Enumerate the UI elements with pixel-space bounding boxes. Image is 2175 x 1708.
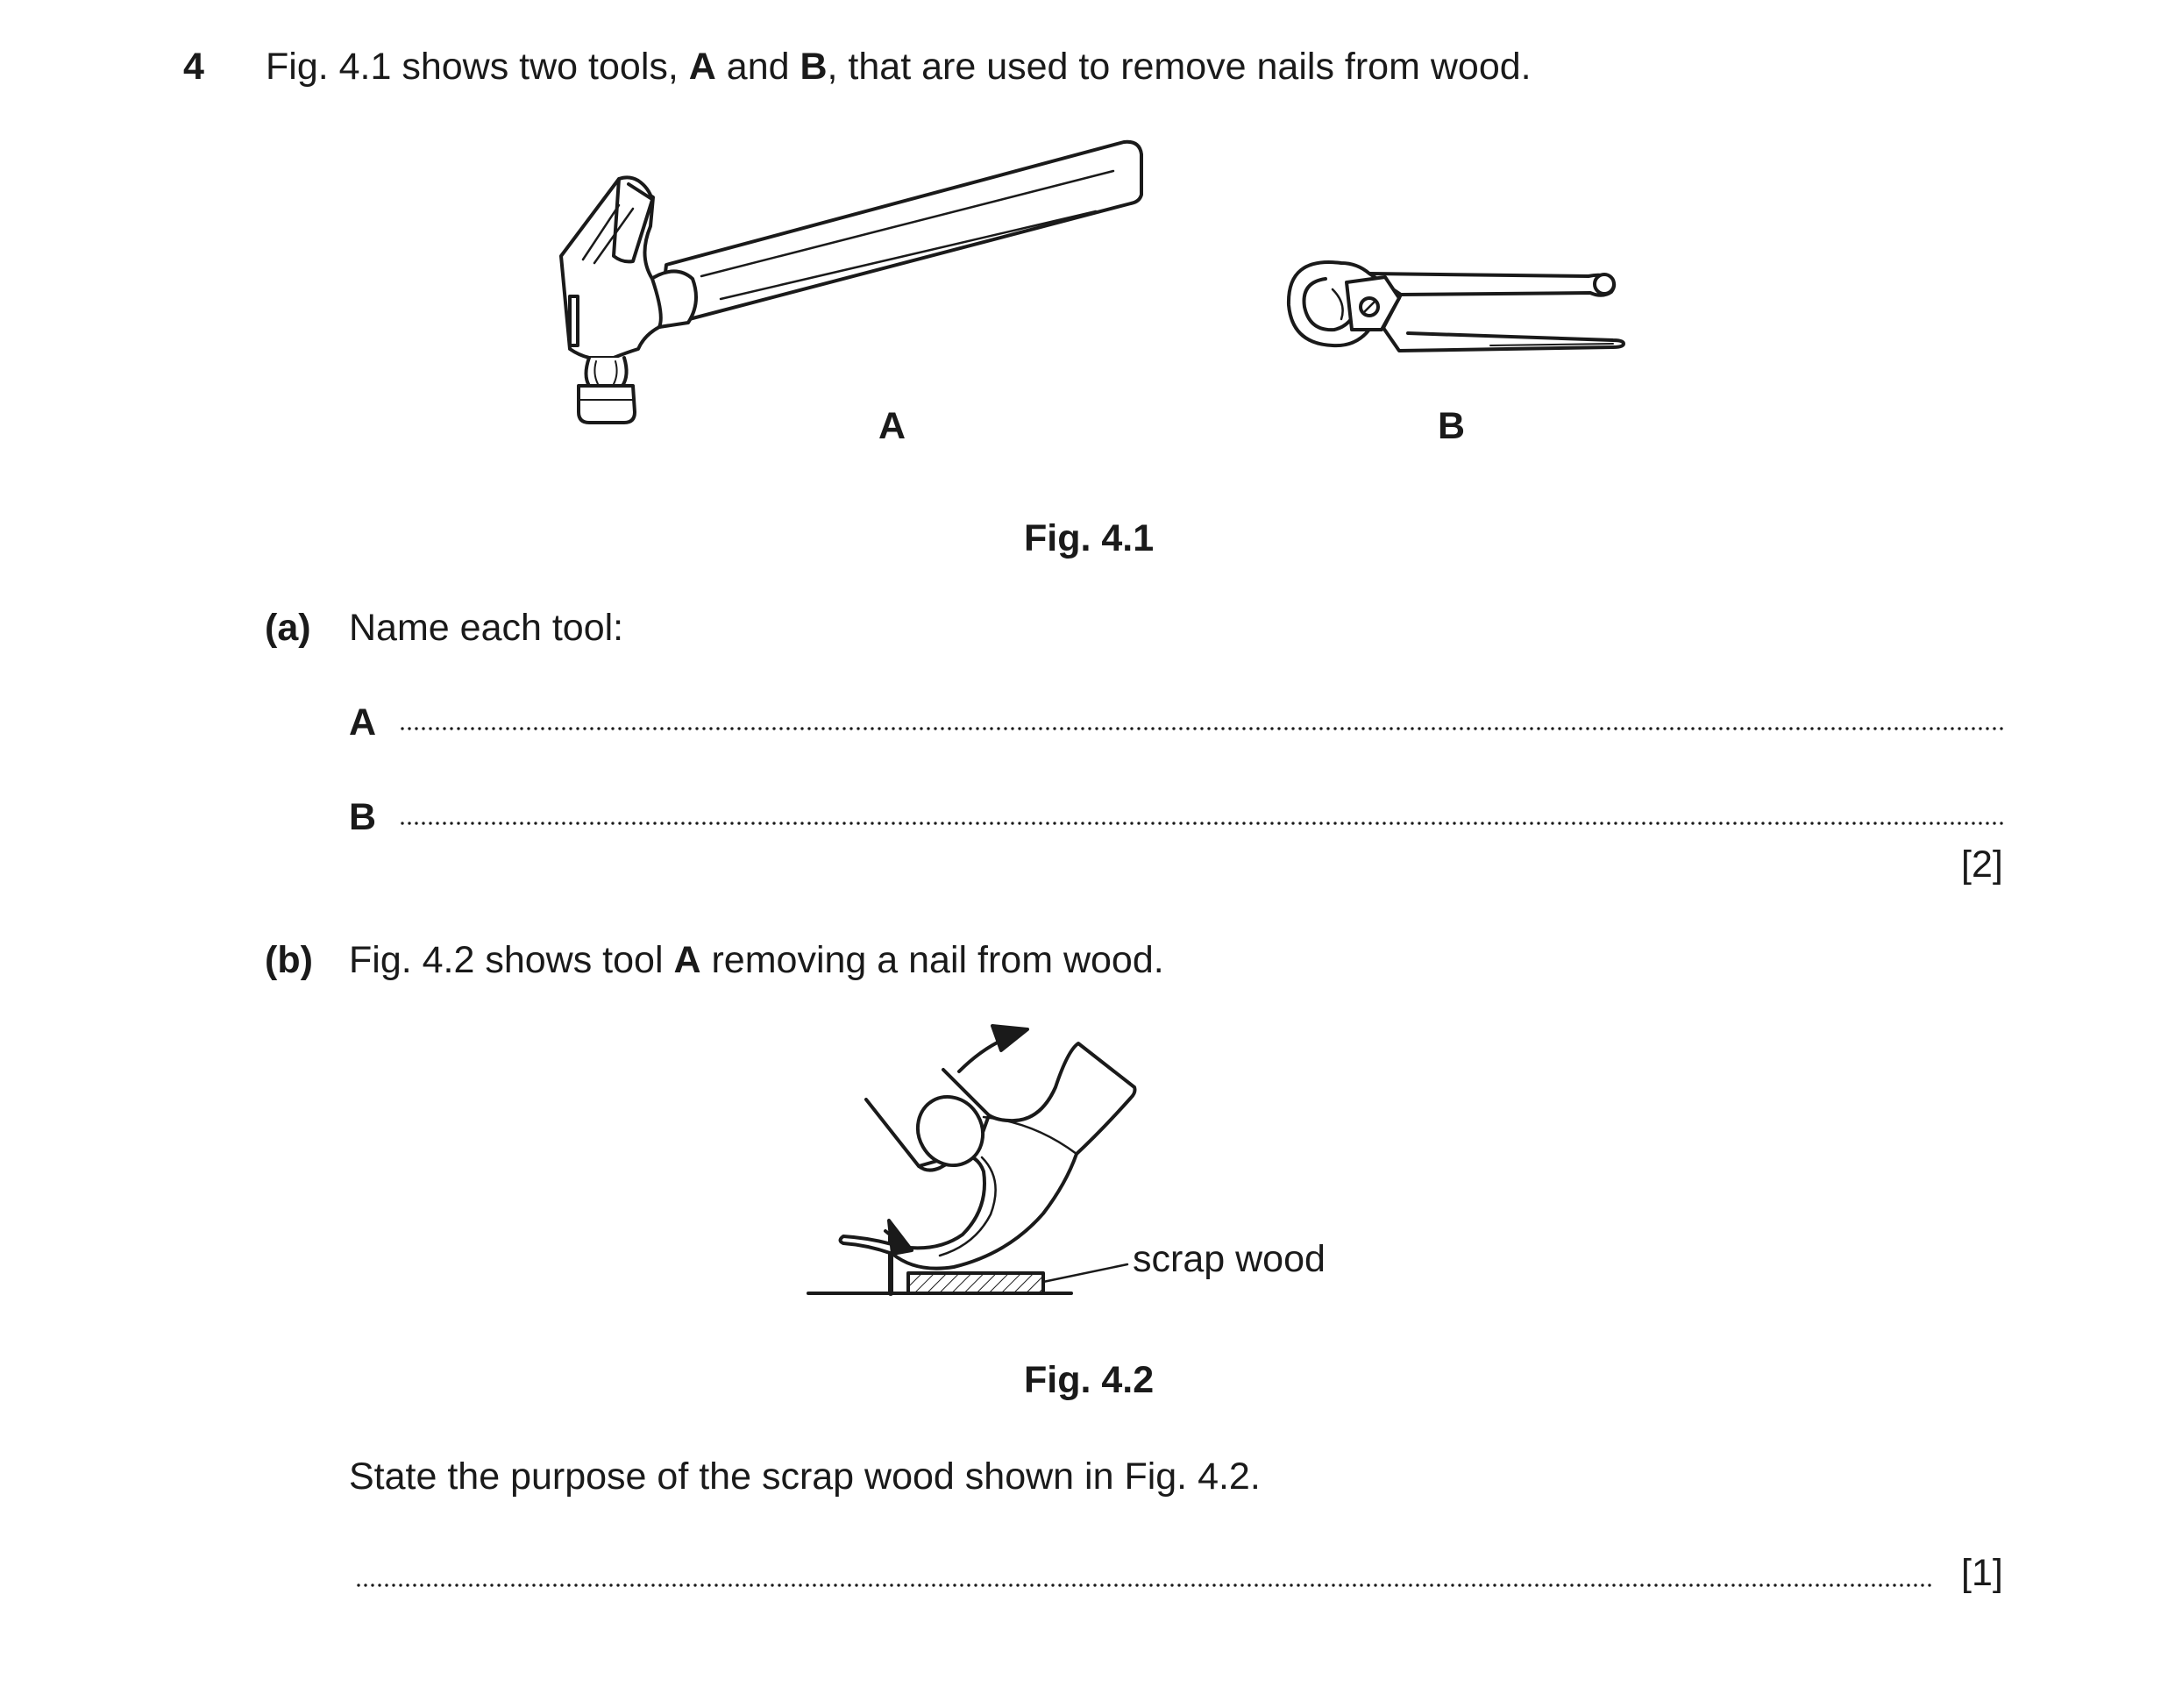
figure-4-2-caption: Fig. 4.2 <box>1024 1359 1155 1401</box>
scrap-wood-label: scrap wood <box>1133 1238 1326 1280</box>
part-b-tool-a: A <box>673 939 701 981</box>
intro-tool-a: A <box>688 46 716 88</box>
part-b-label: (b) <box>265 939 313 981</box>
part-a-prompt: Name each tool: <box>349 607 624 649</box>
part-a-marks: [2] <box>1961 843 2003 886</box>
part-a-label: (a) <box>265 607 311 649</box>
intro-text-3: , that are used to remove nails from wood. <box>827 46 1532 88</box>
intro-text-2: and <box>715 46 800 88</box>
intro-text-1: Fig. 4.1 shows two tools, <box>266 46 689 88</box>
tool-a-label: A <box>878 405 906 447</box>
part-b-question: State the purpose of the scrap wood shown in Fig. 4.2. <box>349 1455 1261 1498</box>
part-b-text-1: Fig. 4.2 shows tool <box>349 939 674 981</box>
answer-a-label: A <box>349 701 377 744</box>
intro-tool-b: B <box>800 46 828 88</box>
answer-b-label: B <box>349 796 377 838</box>
tool-b-label: B <box>1438 405 1466 447</box>
part-b-marks: [1] <box>1961 1552 2003 1594</box>
figure-4-1-caption: Fig. 4.1 <box>1024 517 1155 559</box>
part-b-answer-line[interactable] <box>355 1583 1933 1587</box>
question-number: 4 <box>183 46 204 88</box>
part-b-text-2: removing a nail from wood. <box>700 939 1164 981</box>
